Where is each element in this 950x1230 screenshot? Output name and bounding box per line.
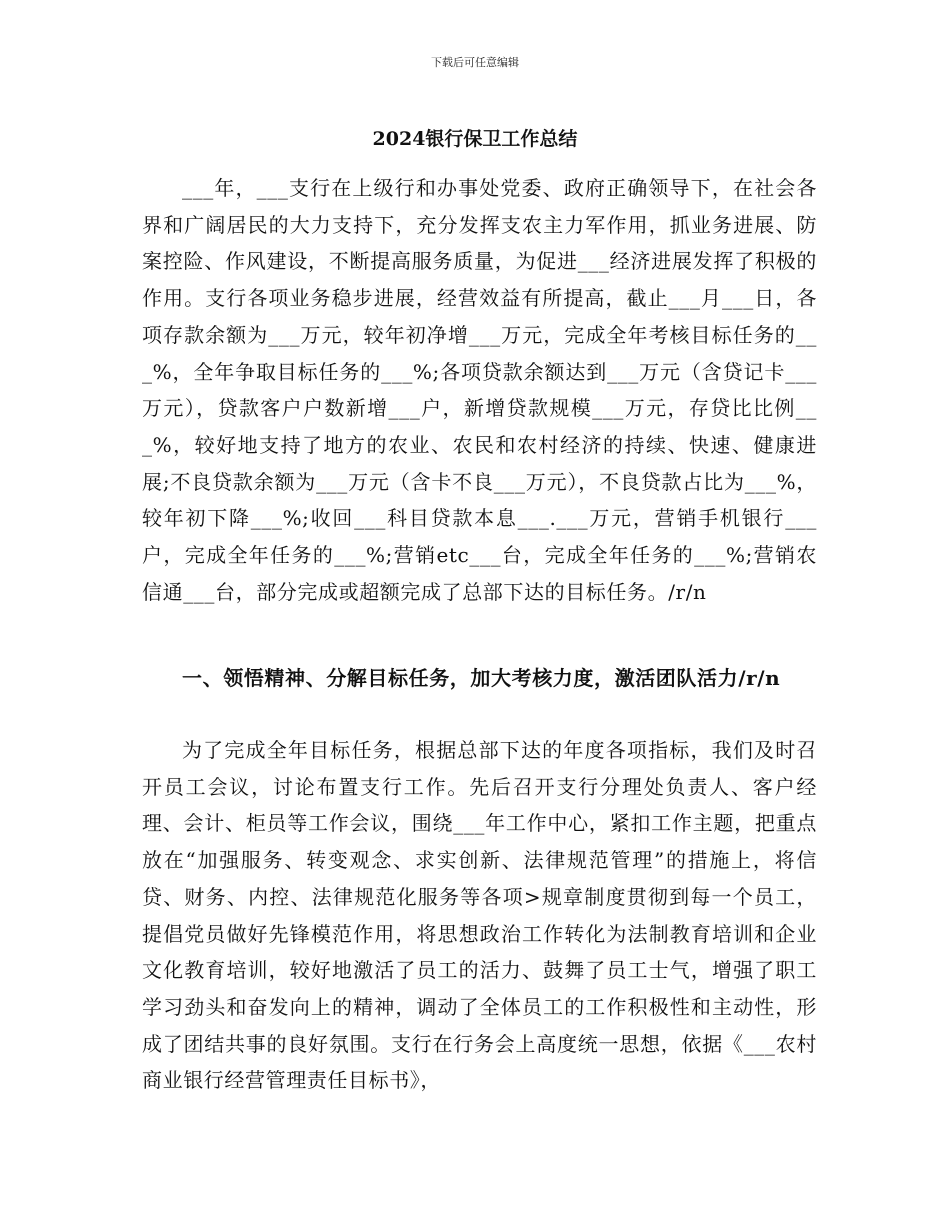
page-header-note: 下载后可任意编辑	[431, 56, 519, 69]
section-heading-1: 一、领悟精神、分解目标任务，加大考核力度，激活团队活力/r/n	[182, 666, 781, 690]
body-paragraph-intro: ___年，___支行在上级行和办事处党委、政府正确领导下，在社会各界和广阔居民的大力支持下，充分发挥支农主力军作用，抓业务进展、防案控险、作风建设，不断提高服务质量，为促进___经济进展发挥了积极的作用。支行各项业务稳步进展，经营效益有所提高，截止___月___日，各项存款余额为___万元，较年初净增___万元，完成全年考核目标任务的___%，全年争取目标任务的___%;各项贷款余额达到___万元（含贷记卡___万元），贷款客户户数新增___户，新增贷款规模___万元，存贷比比例___%，较好地支持了地方的农业、农民和农村经济的持续、快速、健康进展;不良贷款余额为___万元（含卡不良___万元），不良贷款占比为___%，较年初下降___%;收回___科目贷款本息___.___万元，营销手机银行___户，完成全年任务的___%;营销etc___台，完成全年任务的___%;营销农信通___台，部分完成或超额完成了总部下达的目标任务。/r/n	[142, 176, 817, 604]
document-title: 2024银行保卫工作总结	[372, 128, 578, 150]
body-paragraph-section-1: 为了完成全年目标任务，根据总部下达的年度各项指标，我们及时召开员工会议，讨论布置支行工作。先后召开支行分理处负责人、客户经理、会计、柜员等工作会议，围绕___年工作中心，紧扣工作主题，把重点放在“加强服务、转变观念、求实创新、法律规范管理”的措施上，将信贷、财务、内控、法律规范化服务等各项>规章制度贯彻到每一个员工，提倡党员做好先锋模范作用，将思想政治工作转化为法制教育培训和企业文化教育培训，较好地激活了员工的活力、鼓舞了员工士气，增强了职工学习劲头和奋发向上的精神，调动了全体员工的工作积极性和主动性，形成了团结共事的良好氛围。支行在行务会上高度统一思想，依据《___农村商业银行经营管理责任目标书》，	[142, 738, 817, 1093]
